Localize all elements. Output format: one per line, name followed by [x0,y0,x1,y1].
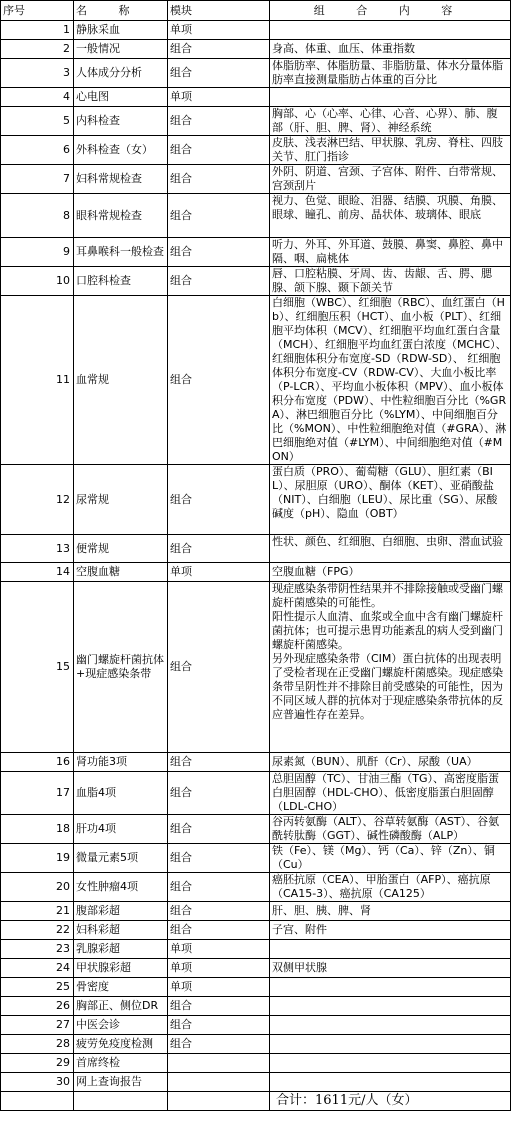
table-row [1,959,511,978]
item-module: 组合 [168,136,270,165]
table-row [1,296,511,465]
item-number: 7 [1,165,74,194]
item-content: 谷丙转氨酶（ALT）、谷草转氨酶（AST）、谷氨酰转肽酶（GGT）、碱性磷酸酶（ALP） [270,815,511,844]
header-content: 组 合 内 容 [270,1,511,21]
item-name: 耳鼻喉科一般检查 [74,238,168,267]
item-number: 3 [1,59,74,88]
item-content: 性状、颜色、红细胞、白细胞、虫卵、潜血试验 [270,535,511,563]
item-content [270,1035,511,1054]
item-number: 29 [1,1054,74,1073]
item-name: 一般情况 [74,40,168,59]
item-module: 组合 [168,772,270,815]
item-name: 肾功能3项 [74,753,168,772]
item-module [168,1073,270,1092]
item-number: 15 [1,582,74,753]
item-name: 外科检查（女） [74,136,168,165]
item-number: 2 [1,40,74,59]
item-content: 现症感染条带阴性结果并不排除接触或受幽门螺旋杆菌感染的可能性。 阳性提示人血清、血浆或全血中含有幽门螺旋杆菌抗体；也可提示患胃功能紊乱的病人受到幽门螺旋杆菌感染。 另外现症感染条带（CIM）蛋白抗体的出现表明了受检者现在正受幽门螺旋杆菌感染。现症感染条带呈阴性并不排除目前受感染的可能性，因为不同区域人群的抗体对于现症感染条带抗体的反应普遍性存在差异。 [270,582,511,753]
item-module: 组合 [168,1016,270,1035]
table-row [1,563,511,582]
table-row [1,1073,511,1092]
item-content: 双侧甲状腺 [270,959,511,978]
item-module: 单项 [168,88,270,107]
item-content: 体脂肪率、体脂肪量、非脂肪量、体水分量体脂肪率直接测量脂肪占体重的百分比 [270,59,511,88]
table-row [1,844,511,873]
item-number: 30 [1,1073,74,1092]
item-number: 1 [1,21,74,40]
item-module: 组合 [168,296,270,465]
item-number: 27 [1,1016,74,1035]
header-no: 序号 [1,1,74,21]
table-row [1,921,511,940]
item-name: 幽门螺旋杆菌抗体+现症感染条带 [74,582,168,753]
item-number: 20 [1,873,74,902]
item-number: 21 [1,902,74,921]
table-row [1,165,511,194]
table-row [1,873,511,902]
table-row [1,997,511,1016]
item-name: 首席终检 [74,1054,168,1073]
item-name: 乳腺彩超 [74,940,168,959]
table-row [1,194,511,238]
item-module [168,1054,270,1073]
item-name: 空腹血糖 [74,563,168,582]
table-row [1,21,511,40]
table-row [1,772,511,815]
table-row [1,582,511,753]
table-row [1,940,511,959]
item-number: 13 [1,535,74,563]
item-name: 静脉采血 [74,21,168,40]
table-row [1,40,511,59]
table-row [1,465,511,535]
item-content [270,88,511,107]
item-module: 单项 [168,959,270,978]
item-content: 白细胞（WBC）、红细胞（RBC）、血红蛋白（Hb）、红细胞压积（HCT）、血小板（PLT）、红细胞平均体积（MCV）、红细胞平均血红蛋白含量（MCH）、红细胞平均血红蛋白浓度（MCHC）、红细胞体积分布宽度-SD（RDW-SD）、 红细胞体积分布宽度-CV（RDW-CV）、大血小板比率（P-LCR）、平均血小板体积（MPV）、血小板体积分布宽度（PDW）、中性粒细胞百分比（%GRA）、淋巴细胞百分比（%LYM）、中间细胞百分比（%MON）、中性粒细胞绝对值（#GRA）、淋巴细胞绝对值（#LYM）、中间细胞绝对值（#MON） [270,296,511,465]
header-name: 名 称 [74,1,168,21]
table-row [1,267,511,296]
item-content: 子宫、附件 [270,921,511,940]
item-module: 组合 [168,815,270,844]
table-row [1,1054,511,1073]
item-content [270,1073,511,1092]
item-number: 11 [1,296,74,465]
item-content: 肝、胆、胰、脾、肾 [270,902,511,921]
item-number: 25 [1,978,74,997]
item-name: 肝功4项 [74,815,168,844]
total-row [1,1092,511,1111]
header-row [1,1,511,21]
item-module: 单项 [168,978,270,997]
item-module: 组合 [168,165,270,194]
package-table-body [1,1,511,1111]
item-number: 24 [1,959,74,978]
item-name: 口腔科检查 [74,267,168,296]
item-content: 唇、口腔粘膜、牙周、齿、齿龈、舌、腭、腮腺、颌下腺、颞下颌关节 [270,267,511,296]
item-module: 组合 [168,844,270,873]
empty-cell [74,1092,168,1111]
table-row [1,107,511,136]
item-number: 16 [1,753,74,772]
item-name: 疲劳免疫度检测 [74,1035,168,1054]
empty-cell [168,1092,270,1111]
item-number: 23 [1,940,74,959]
item-content [270,1054,511,1073]
item-content: 铁（Fe）、镁（Mg）、钙（Ca）、锌（Zn）、铜（Cu） [270,844,511,873]
item-number: 14 [1,563,74,582]
item-number: 8 [1,194,74,238]
item-number: 10 [1,267,74,296]
item-module: 单项 [168,940,270,959]
item-name: 便常规 [74,535,168,563]
item-content: 尿素氮（BUN）、肌酐（Cr）、尿酸（UA） [270,753,511,772]
table-row [1,88,511,107]
table-row [1,535,511,563]
item-content: 总胆固醇（TC）、甘油三酯（TG）、高密度脂蛋白胆固醇（HDL-CHO）、低密度脂蛋白胆固醇（LDL-CHO） [270,772,511,815]
item-module: 组合 [168,921,270,940]
item-number: 5 [1,107,74,136]
total-price: 合计：1611元/人（女） [270,1092,511,1111]
item-content: 身高、体重、血压、体重指数 [270,40,511,59]
item-name: 胸部正、侧位DR [74,997,168,1016]
item-module: 组合 [168,1035,270,1054]
item-module: 组合 [168,238,270,267]
item-content: 听力、外耳、外耳道、鼓膜、鼻窦、鼻腔、鼻中隔、咽、扁桃体 [270,238,511,267]
item-number: 9 [1,238,74,267]
item-module: 组合 [168,59,270,88]
item-content: 空腹血糖（FPG） [270,563,511,582]
item-module: 组合 [168,997,270,1016]
item-module: 组合 [168,582,270,753]
item-name: 心电图 [74,88,168,107]
item-number: 26 [1,997,74,1016]
item-number: 28 [1,1035,74,1054]
item-number: 12 [1,465,74,535]
item-name: 微量元素5项 [74,844,168,873]
item-module: 单项 [168,21,270,40]
item-name: 尿常规 [74,465,168,535]
item-name: 人体成分分析 [74,59,168,88]
table-row [1,978,511,997]
item-content [270,940,511,959]
table-row [1,902,511,921]
item-number: 22 [1,921,74,940]
item-number: 19 [1,844,74,873]
item-module: 组合 [168,902,270,921]
item-name: 血脂4项 [74,772,168,815]
item-module: 组合 [168,535,270,563]
item-module: 组合 [168,40,270,59]
item-name: 腹部彩超 [74,902,168,921]
item-content: 外阴、阴道、宫颈、子宫体、附件、白带常规、宫颈刮片 [270,165,511,194]
table-row [1,59,511,88]
item-name: 内科检查 [74,107,168,136]
item-name: 网上查询报告 [74,1073,168,1092]
item-module: 组合 [168,465,270,535]
item-number: 18 [1,815,74,844]
item-content: 皮肤、浅表淋巴结、甲状腺、乳房、脊柱、四肢关节、肛门指诊 [270,136,511,165]
table-row [1,1035,511,1054]
item-name: 骨密度 [74,978,168,997]
item-module: 组合 [168,753,270,772]
item-name: 女性肿瘤4项 [74,873,168,902]
item-module: 组合 [168,267,270,296]
item-name: 妇科常规检查 [74,165,168,194]
table-row [1,815,511,844]
empty-cell [1,1092,74,1111]
item-content: 蛋白质（PRO）、葡萄糖（GLU）、胆红素（BIL）、尿胆原（URO）、酮体（KET）、亚硝酸盐（NIT）、白细胞（LEU）、尿比重（SG）、尿酸碱度（pH）、隐血（OBT） [270,465,511,535]
item-module: 单项 [168,563,270,582]
item-content: 视力、色觉、眼睑、泪器、结膜、巩膜、角膜、眼球、瞳孔、前房、晶状体、玻璃体、眼底 [270,194,511,238]
item-name: 甲状腺彩超 [74,959,168,978]
item-name: 中医会诊 [74,1016,168,1035]
item-module: 组合 [168,107,270,136]
item-content: 胸部、心（心率、心律、心音、心界）、肺、腹部（肝、胆、脾、肾）、神经系统 [270,107,511,136]
item-name: 眼科常规检查 [74,194,168,238]
item-number: 17 [1,772,74,815]
item-module: 组合 [168,194,270,238]
item-content [270,978,511,997]
item-content [270,1016,511,1035]
item-name: 血常规 [74,296,168,465]
table-row [1,753,511,772]
item-content: 癌胚抗原（CEA）、甲胎蛋白（AFP）、癌抗原（CA15-3）、癌抗原（CA125） [270,873,511,902]
table-row [1,238,511,267]
item-number: 6 [1,136,74,165]
header-module: 模块 [168,1,270,21]
item-content [270,21,511,40]
item-content [270,997,511,1016]
table-row [1,136,511,165]
item-name: 妇科彩超 [74,921,168,940]
item-number: 4 [1,88,74,107]
item-module: 组合 [168,873,270,902]
table-row [1,1016,511,1035]
